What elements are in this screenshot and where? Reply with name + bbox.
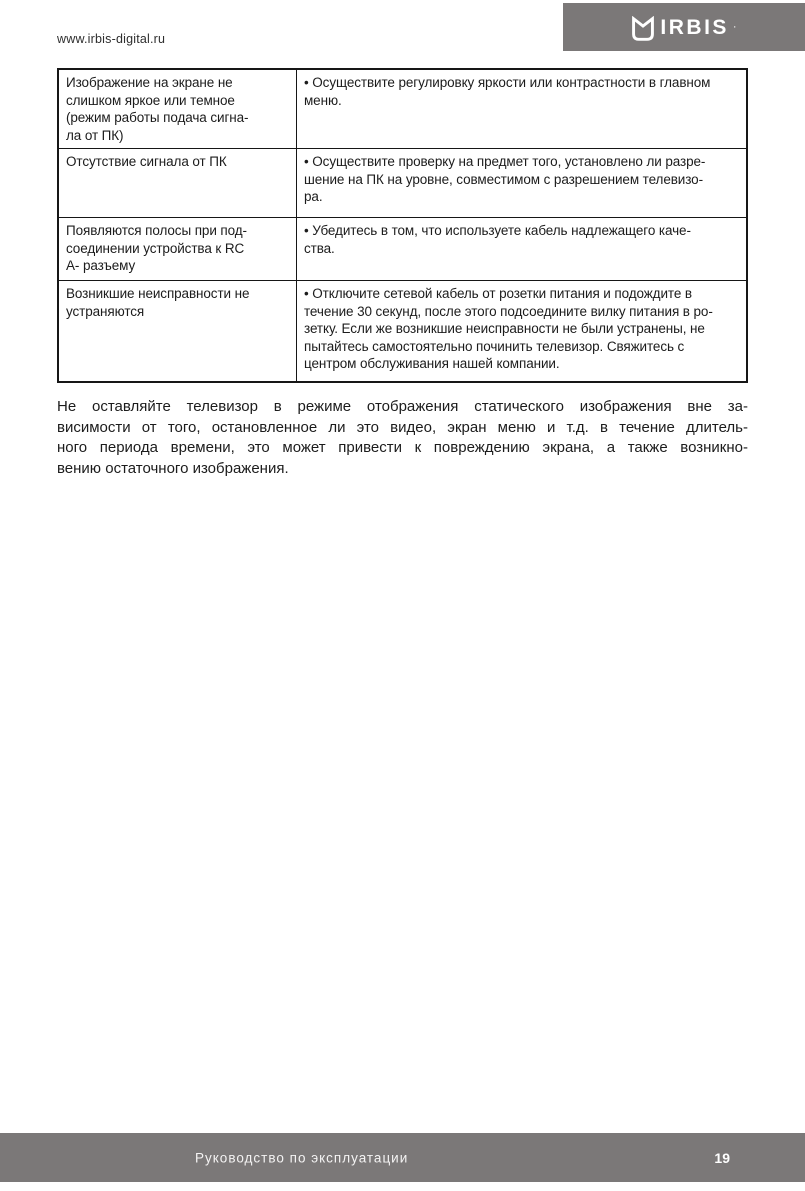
table-row xyxy=(58,218,747,281)
solution-cell: • Осуществите регулировку яркости или контрастности в главном меню. xyxy=(297,69,748,149)
problem-cell: Отсутствие сигнала от ПК xyxy=(58,149,297,218)
problem-cell: Изображение на экране не слишком яркое или темное (режим работы подача сигна- ла от ПК) xyxy=(58,69,297,149)
solution-cell: • Убедитесь в том, что используете кабель надлежащего каче- ства. xyxy=(297,218,748,281)
brand-trademark-dot: · xyxy=(732,21,737,33)
problem-cell: Появляются полосы при под- соединении устройства к RC A- разъему xyxy=(58,218,297,281)
table-row xyxy=(58,281,747,382)
solution-cell: • Осуществите проверку на предмет того, установлено ли разре- шение на ПК на уровне, совместимом с разрешением телевизо- ра. xyxy=(297,149,748,218)
brand-header-block xyxy=(563,3,805,51)
footer-title: Руководство по эксплуатации xyxy=(195,1150,409,1165)
solution-cell: • Отключите сетевой кабель от розетки питания и подождите в течение 30 секунд, после этого подсоедините вилку питания в ро- зетку. Если же возникшие неисправности не были устранены, не пытайтесь самостоятельно починить телевизор. Свяжитесь с центром обслуживания нашей компании. xyxy=(297,281,748,382)
brand-name: IRBIS xyxy=(660,15,729,39)
table-row xyxy=(58,149,747,218)
page-number: 19 xyxy=(714,1149,730,1166)
troubleshooting-table xyxy=(57,68,748,383)
static-image-warning-paragraph: Не оставляйте телевизор в режиме отображения статического изображения вне за- висимости от того, остановленное ли это видео, экран меню и т.д. в течение длитель- ного периода времени, это может привести к повреждению экрана, а также возникно- вению остаточного изображения. xyxy=(57,398,748,477)
site-url: www.irbis-digital.ru xyxy=(57,32,166,46)
brand-logo-group xyxy=(631,12,736,42)
table-row xyxy=(58,69,747,149)
irbis-logo-icon xyxy=(631,16,655,42)
problem-cell: Возникшие неисправности не устраняются xyxy=(58,281,297,382)
footer-bar xyxy=(0,1133,805,1182)
